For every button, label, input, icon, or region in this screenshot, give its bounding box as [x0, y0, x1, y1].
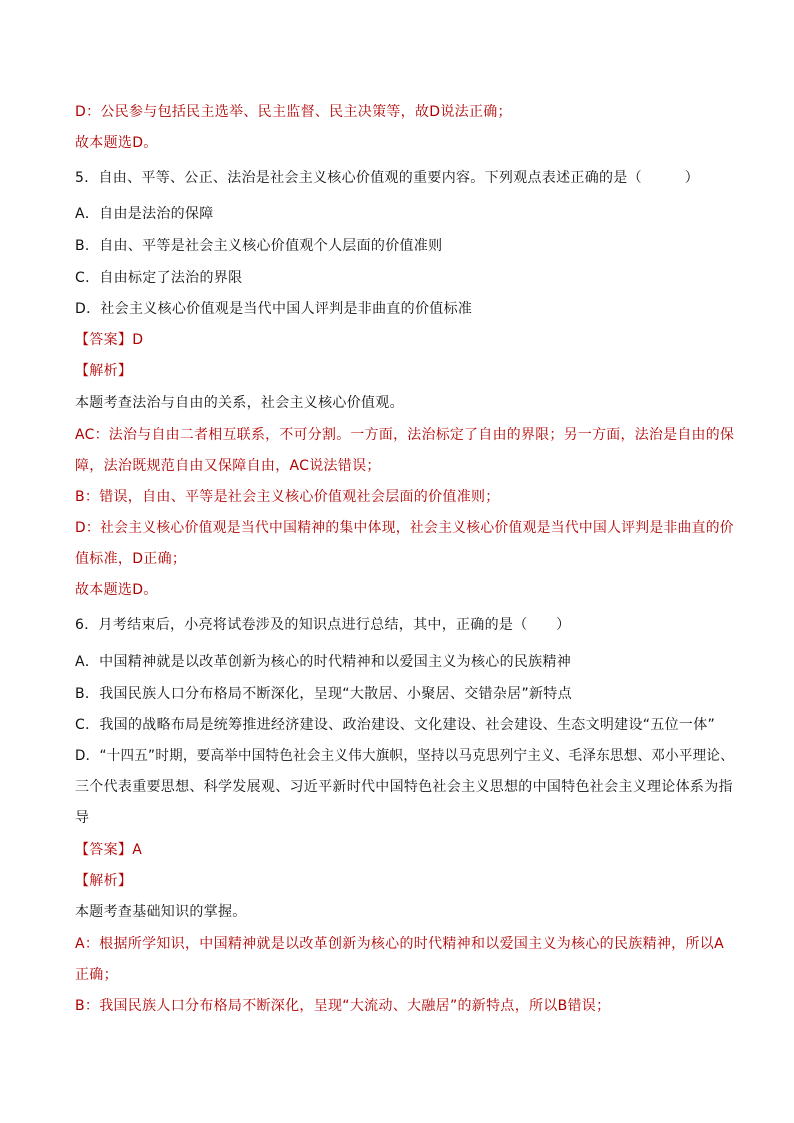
q6-option-d-3: 导 — [75, 810, 90, 826]
q6-option-a: A．中国精神就是以改革创新为核心的时代精神和以爱国主义为核心的民族精神 — [75, 654, 572, 670]
q6-answer: 【答案】A — [75, 842, 143, 858]
q6-analysis-b: B：我国民族人口分布格局不断深化，呈现“大流动、大融居”的新特点，所以B错误； — [75, 998, 611, 1014]
q5-analysis-d-1: D：社会主义核心价值观是当代中国精神的集中体现，社会主义核心价值观是当代中国人评判是非曲直的价 — [75, 520, 734, 536]
q6-analysis-a-1: A：根据所学知识，中国精神就是以改革创新为核心的时代精神和以爱国主义为核心的民族精神，所以A — [75, 936, 724, 952]
question-6: 6．月考结束后，小亮将试卷涉及的知识点进行总结，其中，正确的是（ ） — [75, 617, 571, 633]
q6-analysis-a-2: 正确； — [75, 967, 118, 983]
q5-analysis-ac-2: 障，法治既规范自由又保障自由，AC说法错误； — [75, 458, 381, 474]
q5-analysis-b: B：错误，自由、平等是社会主义核心价值观社会层面的价值准则； — [75, 489, 500, 505]
q5-answer: 【答案】D — [75, 332, 144, 348]
q5-option-a: A．自由是法治的保障 — [75, 206, 214, 222]
q5-analysis-ac-1: AC：法治与自由二者相互联系，不可分割。一方面，法治标定了自由的界限；另一方面，法治是自由的保 — [75, 427, 735, 443]
q6-option-c: C．我国的战略布局是统筹推进经济建设、政治建设、文化建设、社会建设、生态文明建设“五位一体” — [75, 717, 716, 733]
q5-option-d: D．社会主义核心价值观是当代中国人评判是非曲直的价值标准 — [75, 301, 473, 317]
q5-option-c: C．自由标定了法治的界限 — [75, 270, 243, 286]
q5-analysis-heading: 【解析】 — [75, 363, 133, 379]
q6-analysis-intro: 本题考查基础知识的掌握。 — [75, 904, 247, 920]
q6-option-d-1: D．“十四五”时期，要高举中国特色社会主义伟大旗帜，坚持以马克思列宁主义、毛泽东思想、邓小平理论、 — [75, 748, 734, 764]
q5-analysis-d-2: 值标准，D正确； — [75, 551, 187, 567]
q5-analysis-intro: 本题考查法治与自由的关系，社会主义核心价值观。 — [75, 395, 404, 411]
conclusion-q5: 故本题选D。 — [75, 582, 158, 598]
q6-option-b: B．我国民族人口分布格局不断深化，呈现“大散居、小聚居、交错杂居”新特点 — [75, 686, 572, 702]
conclusion-q4: 故本题选D。 — [75, 135, 158, 151]
q6-option-d-2: 三个代表重要思想、科学发展观、习近平新时代中国特色社会主义思想的中国特色社会主义理论体系为指 — [75, 779, 733, 795]
answer-explanation-d-q4: D：公民参与包括民主选举、民主监督、民主决策等，故D说法正确； — [75, 104, 512, 120]
q6-analysis-heading: 【解析】 — [75, 873, 133, 889]
question-5: 5．自由、平等、公正、法治是社会主义核心价值观的重要内容。下列观点表述正确的是（ ） — [75, 170, 700, 186]
q5-option-b: B．自由、平等是社会主义核心价值观个人层面的价值准则 — [75, 238, 443, 254]
